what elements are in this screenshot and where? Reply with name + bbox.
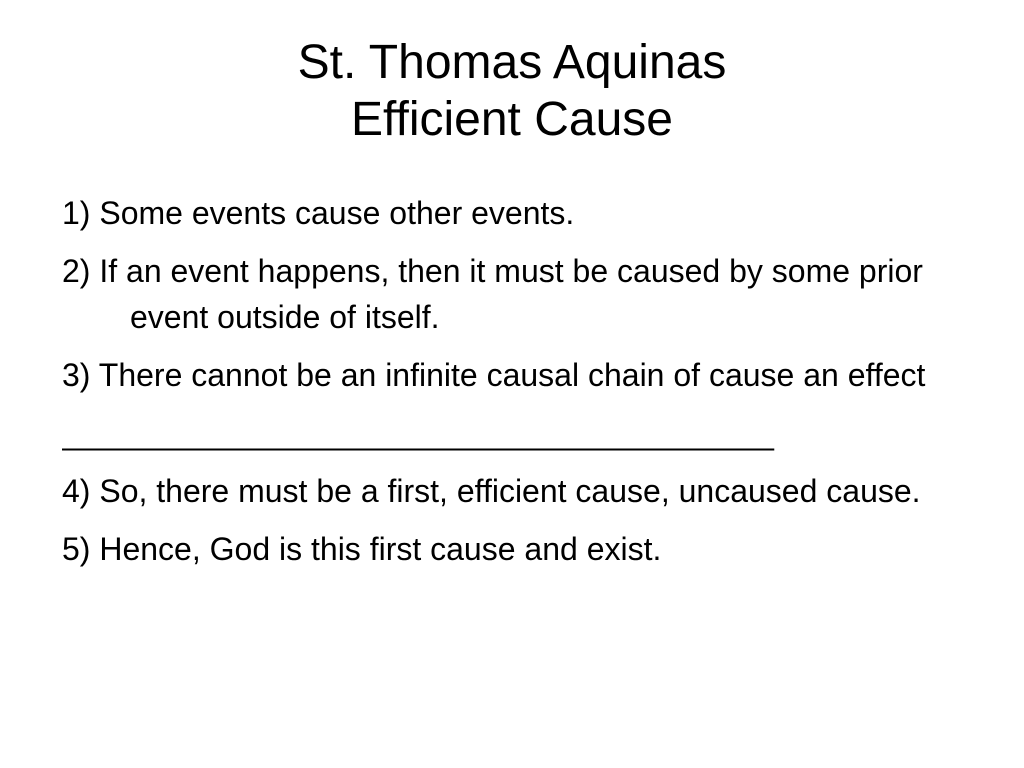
conclusion-5: 5) Hence, God is this first cause and exist. [62, 531, 662, 567]
conclusion-divider: ________________________________________ [62, 415, 774, 451]
premise-1: 1) Some events cause other events. [62, 195, 575, 231]
slide-title [0, 34, 1024, 148]
conclusion-4: 4) So, there must be a first, efficient cause, uncaused cause. [62, 473, 921, 509]
title-line-2: Efficient Cause [351, 93, 673, 146]
premise-3: 3) There cannot be an infinite causal chain of cause an effect [62, 357, 926, 393]
argument-list [62, 190, 962, 584]
title-line-1: St. Thomas Aquinas [297, 36, 727, 89]
premise-2: 2) If an event happens, then it must be caused by some prior event outside of itself. [62, 253, 923, 335]
